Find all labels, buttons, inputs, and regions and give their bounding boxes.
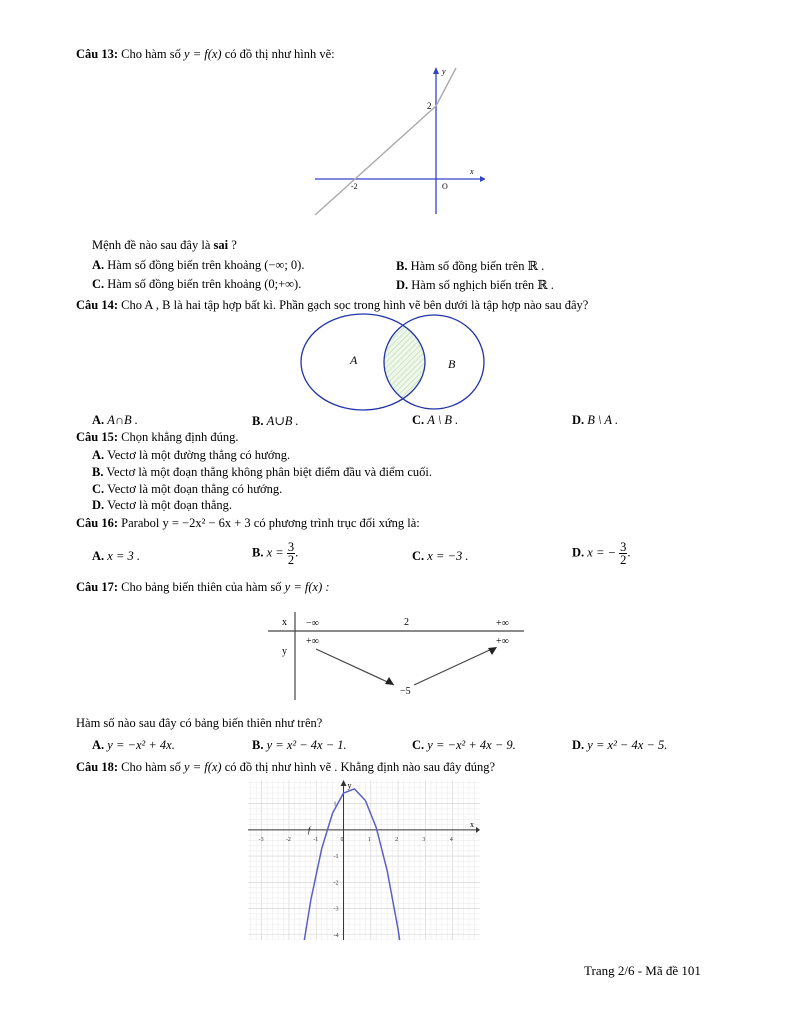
q13-graph: [310, 64, 485, 219]
q13-x-label: x: [470, 167, 474, 176]
q16-option-b[interactable]: B. x = $\frac{3}{2}$ .: [252, 540, 299, 567]
q13-option-a[interactable]: A. Hàm số đồng biến trên khoảng (−∞; 0).: [92, 258, 305, 272]
q17-x-vertex: 2: [404, 617, 409, 628]
q17-y-top-right: +∞: [496, 636, 509, 647]
q18-y-tick-label: 1: [333, 801, 337, 808]
q15-option-a[interactable]: A. Vectơ là một đường thẳng có hướng.: [92, 448, 291, 462]
q18-func: y = f(x): [184, 760, 222, 774]
q18-x-tick-label: -2: [285, 836, 291, 843]
q17-row-y: y: [282, 646, 287, 657]
q18-label: Câu 18:: [76, 760, 119, 774]
q13-y-intercept: 2: [427, 101, 432, 111]
q15-text: Chọn khẳng định đúng.: [121, 430, 239, 444]
q15-label: Câu 15:: [76, 430, 119, 444]
q13-text: Cho hàm số: [121, 47, 181, 61]
q16-option-a[interactable]: A. x = 3 .: [92, 549, 141, 563]
q16-option-c[interactable]: C. x = −3 .: [412, 549, 469, 563]
q14-venn: [300, 312, 490, 414]
q13-prompt-bold: sai: [213, 238, 229, 252]
q13-y-arrow-icon: [433, 67, 439, 74]
q13-func: y = f(x): [184, 47, 222, 61]
q13-stem: [76, 47, 335, 62]
q14-option-c[interactable]: C. A \ B .: [412, 413, 459, 427]
q17-stem: [76, 580, 330, 595]
q17-variation-table: [266, 610, 528, 702]
q18-tick-labels: [259, 802, 453, 939]
q15-option-c[interactable]: C. Vectơ là một đoạn thẳng có hướng.: [92, 482, 283, 496]
q18-graph: [248, 780, 480, 940]
q13-text2: có đồ thị như hình vẽ:: [224, 47, 335, 61]
q13-origin: O: [442, 182, 448, 191]
q16-stem: [76, 516, 420, 531]
q13-x-arrow-icon: [480, 176, 485, 182]
q14-option-d[interactable]: D. B \ A .: [572, 413, 619, 427]
q17-arrow-down: [316, 649, 394, 685]
q17-row-x: x: [282, 617, 287, 628]
q17-option-a[interactable]: A. y = −x² + 4x.: [92, 738, 175, 752]
q18-text: Cho hàm số: [121, 760, 181, 774]
q17-arrow-up-head-icon: [488, 647, 497, 655]
q13-x-intercept: -2: [351, 182, 358, 191]
q13-option-d[interactable]: D. Hàm số nghịch biến trên ℝ .: [396, 278, 554, 292]
q17-option-c[interactable]: C. y = −x² + 4x − 9.: [412, 738, 516, 752]
q18-x-arrow-icon: [476, 827, 480, 833]
q13-line-right: [436, 68, 456, 106]
q18-axes: [248, 780, 480, 940]
q13-label: Câu 13:: [76, 47, 119, 61]
q17-x-neg-inf: −∞: [306, 618, 319, 629]
q17-x-pos-inf: +∞: [496, 618, 509, 629]
q15-option-b[interactable]: B. Vectơ là một đoạn thẳng không phân biệt điểm đầu và điểm cuối.: [92, 465, 433, 479]
q18-x-tick-label: 0: [340, 836, 344, 843]
q18-x-tick-label: 4: [449, 836, 453, 843]
q13-line-left: [315, 106, 436, 215]
q18-grid: [248, 780, 480, 940]
q14-label-b: B: [448, 357, 456, 371]
q16-text: Parabol y = −2x² − 6x + 3 có phương trình trục đối xứng là:: [121, 516, 420, 530]
q14-option-b[interactable]: B. A∪B .: [252, 414, 299, 428]
q14-option-a[interactable]: A. A∩B .: [92, 413, 138, 427]
q17-y-min: −5: [400, 686, 411, 697]
q17-option-b[interactable]: B. y = x² − 4x − 1.: [252, 738, 347, 752]
q14-stem: [76, 298, 588, 313]
q18-curve-label: f: [308, 825, 311, 835]
q18-x-tick-label: 1: [367, 836, 371, 843]
q18-x-label: x: [470, 819, 474, 829]
q18-y-tick-label: -1: [333, 854, 339, 861]
q15-stem: [76, 430, 239, 445]
q18-x-tick-label: 2: [395, 836, 399, 843]
q17-text: Cho bảng biến thiên của hàm số: [121, 580, 282, 594]
q18-y-tick-label: -4: [333, 932, 339, 939]
q13-option-b[interactable]: B. Hàm số đồng biến trên ℝ .: [396, 259, 545, 273]
q17-arrow-up: [414, 648, 494, 685]
q16-label: Câu 16:: [76, 516, 119, 530]
q16-option-d[interactable]: D. x = − $\frac{3}{2}$ .: [572, 540, 631, 567]
q17-func: y = f(x) :: [284, 580, 330, 594]
q18-y-arrow-icon: [341, 780, 347, 786]
q14-label-a: A: [350, 353, 358, 367]
q13-y-label: y: [442, 67, 446, 76]
q18-y-tick-label: -2: [333, 880, 339, 887]
q17-y-top-left: +∞: [306, 636, 319, 647]
q18-x-tick-label: -1: [313, 836, 319, 843]
q18-text2: có đồ thị như hình vẽ . Khẳng định nào sau đây đúng?: [224, 760, 496, 774]
q17-prompt: Hàm số nào sau đây có bảng biến thiên như trên?: [76, 716, 323, 730]
q17-option-d[interactable]: D. y = x² − 4x − 5.: [572, 738, 668, 752]
q18-y-tick-label: -3: [333, 906, 339, 913]
q18-y-label: y: [347, 781, 352, 790]
q13-option-c[interactable]: C. Hàm số đồng biến trên khoảng (0;+∞).: [92, 277, 302, 291]
q17-label: Câu 17:: [76, 580, 119, 594]
page-footer: Trang 2/6 - Mã đề 101: [584, 963, 701, 978]
q13-prompt: Mệnh đề nào sau đây là sai ?: [92, 238, 237, 252]
q18-stem: [76, 760, 495, 775]
q18-x-tick-label: -3: [258, 836, 264, 843]
q14-label: Câu 14:: [76, 298, 119, 312]
q14-text: Cho A , B là hai tập hợp bất kì. Phần gạch sọc trong hình vẽ bên dưới là tập hợp nào sau đây?: [121, 298, 589, 312]
q15-option-d[interactable]: D. Vectơ là một đoạn thẳng.: [92, 498, 233, 512]
q18-x-tick-label: 3: [422, 836, 426, 843]
